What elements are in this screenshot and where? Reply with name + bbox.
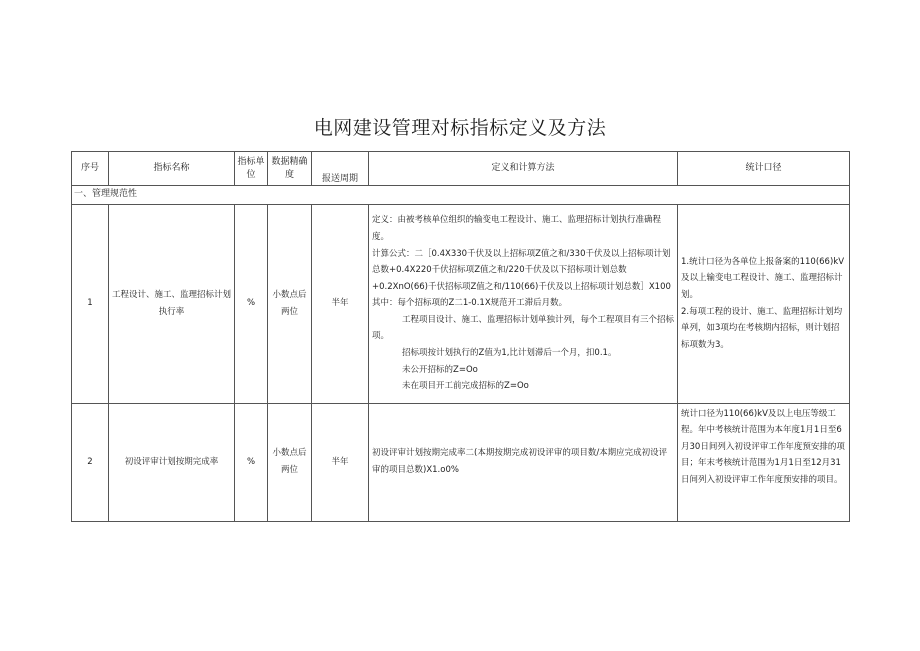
definition-line: 工程项目设计、施工、监理招标计划单独计列，每个工程项目有三个招标项。 xyxy=(372,314,675,342)
table-row xyxy=(72,204,850,403)
row-name: 工程设计、施工、监理招标计划执行率 xyxy=(109,204,235,403)
definition-line: 未在项目开工前完成招标的Z=Oo xyxy=(402,381,529,392)
definition-line: 招标项按计划执行的Z值为1,比计划滞后一个月，扣0.1。 xyxy=(402,347,617,358)
row-precision: 小数点后两位 xyxy=(268,204,312,403)
row-cycle: 半年 xyxy=(312,403,369,521)
section-row xyxy=(72,186,850,205)
row-seq: 1 xyxy=(72,204,109,403)
definition-line: 未公开招标的Z=Oo xyxy=(402,364,478,375)
header-unit: 指标单位 xyxy=(235,152,268,186)
stat-line: 2.每项工程的设计、施工、监理招标计划均单列，如3项均在考核期内招标，则计划招标项数为3。 xyxy=(681,306,843,350)
row-stat xyxy=(678,403,850,521)
row-cycle: 半年 xyxy=(312,204,369,403)
stat-line: 1.统计口径为各单位上报备案的110(66)kV及以上输变电工程设计、施工、监理招标计划。 xyxy=(681,256,845,300)
header-seq: 序号 xyxy=(72,152,109,186)
header-cycle: 报送周期 xyxy=(312,152,369,186)
section-label: 一、管理规范性 xyxy=(72,186,850,205)
stat-line: 统计口径为110(66)kV及以上电压等级工程。年中考核统计范围为本年度1月1日至6月30日间列入初设评审工作年度预安排的项目；年末考核统计范围为1月1日至12月31日间列入初设评审工作年度预安排的项目。 xyxy=(681,408,845,485)
row-definition xyxy=(369,403,678,521)
document-title: 电网建设管理对标指标定义及方法 xyxy=(313,117,607,139)
definition-line: 初设评审计划按期完成率二(本期按期完成初设评审的项目数/本期应完成初设评审的项目总数)X1.o0% xyxy=(372,448,668,476)
header-definition: 定义和计算方法 xyxy=(369,152,678,186)
header-stat: 统计口径 xyxy=(678,152,850,186)
row-stat xyxy=(678,204,850,403)
row-definition xyxy=(369,204,678,403)
table-row xyxy=(72,403,850,521)
row-unit: % xyxy=(235,204,268,403)
definition-line: 定义：由被考核单位组织的输变电工程设计、施工、监理招标计划执行准确程度。 xyxy=(372,215,662,243)
row-unit: % xyxy=(235,403,268,521)
row-seq: 2 xyxy=(72,403,109,521)
row-name: 初设评审计划按期完成率 xyxy=(109,403,235,521)
table-header-row xyxy=(72,152,850,186)
row-precision: 小数点后两位 xyxy=(268,403,312,521)
header-precision: 数据精确度 xyxy=(268,152,312,186)
header-name: 指标名称 xyxy=(109,152,235,186)
definition-line: 计算公式：二［0.4X330千伏及以上招标项Z值之和/330千伏及以上招标项计划总数+0.4X220千伏招标项Z值之和/220千伏及以下招标项计划总数+0.2XnO(66)千伏招标项Z值之和/110(66)千伏及以上招标项计划总数］X100其中：每个招标项的Z二1-0.1X规范开工滞后月数。 xyxy=(372,248,671,309)
indicator-table xyxy=(71,151,850,522)
